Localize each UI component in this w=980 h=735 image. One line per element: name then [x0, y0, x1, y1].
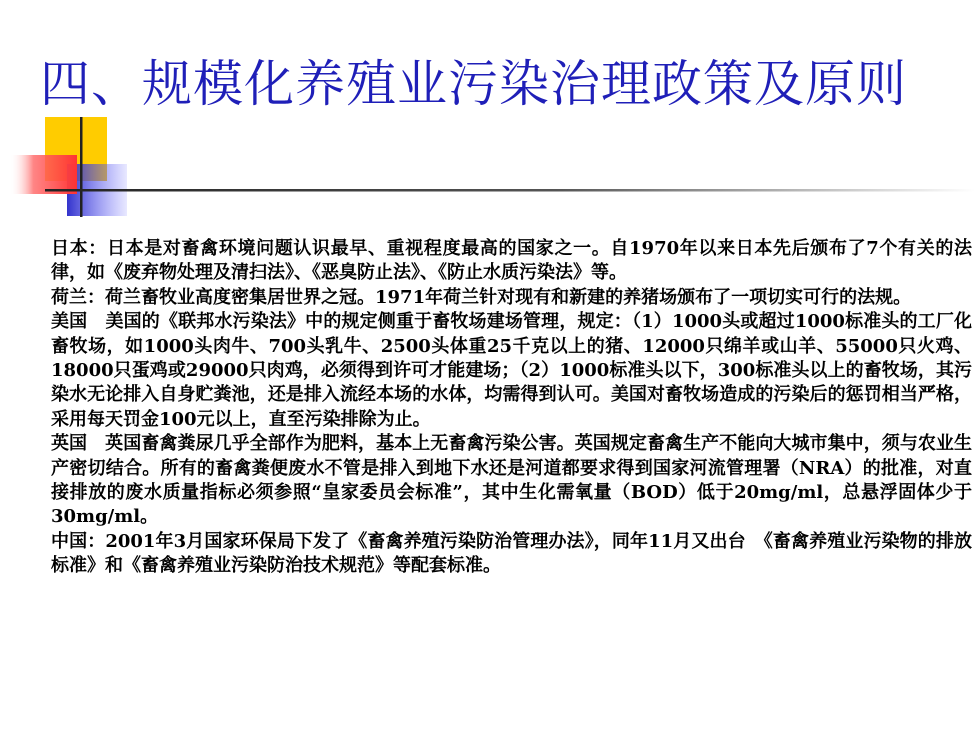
deco-vertical-line: [80, 117, 83, 217]
paragraph-china: 中国：2001年3月国家环保局下发了《畜禽养殖污染防治管理办法》，同年11月又出台 《畜禽养殖业污染物的排放标准》和《畜禽养殖业污染防治技术规范》等配套标准。: [51, 530, 972, 577]
paragraph-japan: 日本：日本是对畜禽环境问题认识最早、重视程度最高的国家之一。自1970年以来日本先后颁布了7个有关的法律，如《废弃物处理及清扫法》、《恶臭防止法》、《防止水质污染法》等。: [51, 238, 972, 284]
slide-body: [51, 237, 972, 579]
deco-red-square: [10, 155, 77, 194]
page-title: 四、规模化养殖业污染治理政策及原则: [40, 55, 907, 113]
paragraph-netherlands: 荷兰：荷兰畜牧业高度密集居世界之冠。1971年荷兰针对现有和新建的养猪场颁布了一项切实可行的法规。: [51, 286, 912, 308]
deco-horizontal-rule: [45, 189, 975, 192]
paragraph-uk: 英国 英国畜禽粪尿几乎全部作为肥料，基本上无畜禽污染公害。英国规定畜禽生产不能向大城市集中，须与农业生产密切结合。所有的畜禽粪便废水不管是排入到地下水还是河道都要求得到国家河流管理署（NRA）的批准，对直接排放的废水质量指标必须参照“皇家委员会标准”，其中生化需氧量（BOD）低于20mg/ml，总悬浮固体少于30mg/ml。: [51, 433, 972, 528]
paragraph-usa: 美国 美国的《联邦水污染法》中的规定侧重于畜牧场建场管理，规定：（1）1000头或超过1000标准头的工厂化畜牧场，如1000头肉牛、700头乳牛、2500头体重25千克以上的猪、12000只绵羊或山羊、55000只火鸡、18000只蛋鸡或29000只肉鸡，必须得到许可才能建场；（2）1000标准头以下，300标准头以上的畜牧场，其污染水无论排入自身贮粪池，还是排入流经本场的水体，均需得到认可。美国对畜牧场造成的污染后的惩罚相当严格，采用每天罚金100元以上，直至污染排除为止。: [51, 311, 972, 430]
